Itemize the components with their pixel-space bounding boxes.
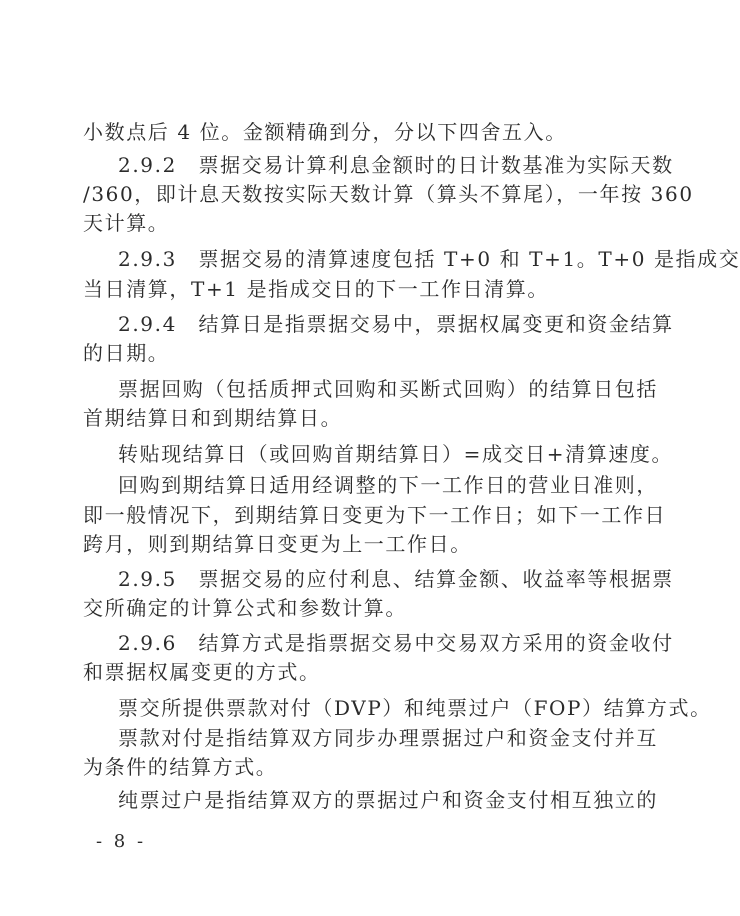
text-line: 2.9.5 票据交易的应付利息、结算金额、收益率等根据票	[118, 567, 674, 591]
text-line: 当日清算，T+1 是指成交日的下一工作日清算。	[83, 277, 549, 301]
text-line: 2.9.3 票据交易的清算速度包括 T+0 和 T+1。T+0 是指成交	[118, 247, 740, 271]
text-line: 转贴现结算日（或回购首期结算日）=成交日+清算速度。	[118, 442, 674, 466]
text-line: 票交所提供票款对付（DVP）和纯票过户（FOP）结算方式。	[118, 696, 712, 720]
text-line: 回购到期结算日适用经调整的下一工作日的营业日准则，	[118, 473, 658, 497]
text-line: 的日期。	[83, 341, 170, 365]
text-line: 即一般情况下，到期结算日变更为下一工作日；如下一工作日	[83, 503, 667, 527]
text-line: 为条件的结算方式。	[83, 755, 278, 779]
text-line: 纯票过户是指结算双方的票据过户和资金支付相互独立的	[118, 788, 658, 812]
text-line: 小数点后 4 位。金额精确到分，分以下四舍五入。	[83, 120, 567, 144]
page-number: - 8 -	[96, 831, 147, 852]
text-line: 票据回购（包括质押式回购和买断式回购）的结算日包括	[118, 377, 658, 401]
text-line: 票款对付是指结算双方同步办理票据过户和资金支付并互	[118, 726, 658, 750]
text-line: 跨月，则到期结算日变更为上一工作日。	[83, 532, 472, 556]
text-line: 2.9.2 票据交易计算利息金额时的日计数基准为实际天数	[118, 153, 674, 177]
text-line: 和票据权属变更的方式。	[83, 660, 321, 684]
text-line: 首期结算日和到期结算日。	[83, 406, 343, 430]
text-line: 天计算。	[83, 211, 170, 235]
text-line: 交所确定的计算公式和参数计算。	[83, 596, 407, 620]
text-line: /360，即计息天数按实际天数计算（算头不算尾），一年按 360	[83, 182, 694, 206]
text-line: 2.9.6 结算方式是指票据交易中交易双方采用的资金收付	[118, 631, 674, 655]
text-line: 2.9.4 结算日是指票据交易中，票据权属变更和资金结算	[118, 312, 674, 336]
